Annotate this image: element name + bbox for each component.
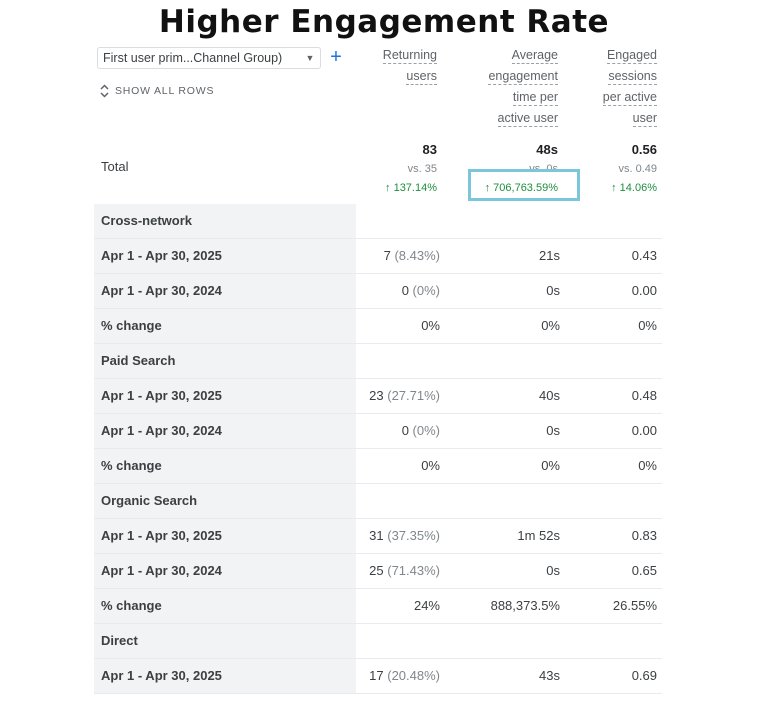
group-row[interactable]: [94, 484, 662, 519]
cell-avg-engagement-time: 0s: [546, 563, 560, 578]
highlight-box: [468, 169, 580, 201]
row-label: Apr 1 - Apr 30, 2024: [101, 563, 222, 578]
cell-engaged-sessions: 0.65: [631, 563, 657, 578]
total-value: 83: [422, 142, 437, 157]
page-title: Higher Engagement Rate: [158, 4, 610, 40]
add-dimension-button[interactable]: +: [330, 46, 342, 68]
cell-value: 23: [369, 388, 384, 403]
row-label: % change: [101, 458, 162, 473]
cell-value: 0: [401, 423, 409, 438]
cell-engaged-sessions: 0%: [638, 318, 657, 333]
cell-returning-users: [369, 528, 440, 543]
table-row[interactable]: [94, 239, 662, 274]
cell-engaged-sessions: 0.69: [631, 668, 657, 683]
total-comparison: vs. 0.49: [618, 163, 657, 175]
cell-avg-engagement-time: 1m 52s: [517, 528, 560, 543]
table-row[interactable]: [94, 519, 662, 554]
cell-value: 0: [401, 283, 409, 298]
column-header-line: per active: [602, 90, 657, 104]
cell-value: 17: [369, 668, 384, 683]
column-header-engaged-sessions[interactable]: [567, 46, 657, 130]
group-label: Paid Search: [101, 353, 176, 368]
cell-engaged-sessions: 0%: [638, 458, 657, 473]
column-header-line: engagement: [488, 69, 558, 83]
row-label: Apr 1 - Apr 30, 2025: [101, 388, 222, 403]
column-header-line: time per: [512, 90, 558, 104]
dimension-select-value: First user prim...Channel Group): [103, 51, 283, 65]
group-label: Cross-network: [101, 213, 193, 228]
total-change: ↑ 137.14%: [385, 182, 437, 194]
row-label: Apr 1 - Apr 30, 2025: [101, 668, 222, 683]
cell-returning-users: [402, 423, 440, 438]
table-row[interactable]: [94, 554, 662, 589]
total-engaged-sessions: [611, 142, 657, 194]
change-row[interactable]: [94, 449, 662, 484]
cell-returning-users: [421, 318, 440, 333]
table-header: [94, 44, 662, 204]
total-value: 0.56: [631, 142, 657, 157]
cell-engaged-sessions: 0.00: [631, 283, 657, 298]
total-label: Total: [101, 159, 129, 174]
cell-avg-engagement-time: 0s: [546, 283, 560, 298]
cell-avg-engagement-time: 0s: [546, 423, 560, 438]
cell-value: 25: [369, 563, 384, 578]
cell-value: 24%: [413, 598, 440, 613]
row-label: Apr 1 - Apr 30, 2024: [101, 423, 222, 438]
cell-value: 31: [369, 528, 384, 543]
cell-percent: (71.43%): [387, 563, 440, 578]
cell-returning-users: [369, 668, 440, 683]
group-row[interactable]: [94, 624, 662, 659]
table-row[interactable]: [94, 379, 662, 414]
column-header-line: active user: [497, 111, 558, 125]
show-all-rows-label: SHOW ALL ROWS: [115, 85, 215, 97]
cell-returning-users: [369, 388, 440, 403]
column-header-line: user: [632, 111, 657, 125]
group-row[interactable]: [94, 204, 662, 239]
table-body: [94, 204, 662, 694]
total-change: ↑ 14.06%: [611, 182, 657, 194]
cell-engaged-sessions: 0.83: [631, 528, 657, 543]
total-comparison: vs. 0s: [529, 163, 558, 175]
cell-engaged-sessions: 0.43: [631, 248, 657, 263]
total-value: 48s: [536, 142, 558, 157]
row-label: Apr 1 - Apr 30, 2024: [101, 283, 222, 298]
cell-value: 7: [383, 248, 391, 263]
column-header-line: Returning: [382, 48, 437, 62]
table-row[interactable]: [94, 274, 662, 309]
row-label: % change: [101, 318, 162, 333]
total-change: ↑ 706,763.59%: [484, 182, 558, 194]
cell-percent: (0%): [412, 423, 440, 438]
column-header-line: Average: [511, 48, 558, 62]
cell-returning-users: [369, 563, 440, 578]
column-header-line: Engaged: [606, 48, 657, 62]
cell-avg-engagement-time: 0%: [541, 458, 560, 473]
cell-avg-engagement-time: 40s: [539, 388, 560, 403]
change-row[interactable]: [94, 589, 662, 624]
cell-percent: (27.71%): [387, 388, 440, 403]
cell-value: 0%: [421, 318, 440, 333]
row-label: % change: [101, 598, 162, 613]
cell-avg-engagement-time: 21s: [539, 248, 560, 263]
cell-returning-users: [384, 248, 440, 263]
change-row[interactable]: [94, 309, 662, 344]
cell-engaged-sessions: 26.55%: [612, 598, 657, 613]
row-label: Apr 1 - Apr 30, 2025: [101, 248, 222, 263]
group-label: Direct: [101, 633, 138, 648]
table-row[interactable]: [94, 414, 662, 449]
expand-collapse-icon: [100, 84, 109, 98]
cell-returning-users: [414, 598, 440, 613]
cell-engaged-sessions: 0.48: [631, 388, 657, 403]
dimension-select[interactable]: [97, 47, 321, 69]
cell-avg-engagement-time: 888,373.5%: [490, 598, 560, 613]
column-header-returning-users[interactable]: [337, 46, 437, 88]
total-returning-users: [385, 142, 437, 194]
total-comparison: vs. 35: [407, 163, 437, 175]
cell-value: 0%: [421, 458, 440, 473]
group-row[interactable]: [94, 344, 662, 379]
cell-percent: (8.43%): [394, 248, 440, 263]
cell-percent: (37.35%): [387, 528, 440, 543]
column-header-line: users: [406, 69, 437, 83]
table-row[interactable]: [94, 659, 662, 694]
cell-avg-engagement-time: 0%: [541, 318, 560, 333]
row-label: Apr 1 - Apr 30, 2025: [101, 528, 222, 543]
cell-percent: (0%): [412, 283, 440, 298]
cell-returning-users: [421, 458, 440, 473]
report-table: [94, 44, 662, 701]
chevron-down-icon: ▼: [305, 53, 315, 63]
column-header-avg-engagement-time[interactable]: [448, 46, 558, 130]
show-all-rows-button[interactable]: [100, 84, 214, 98]
cell-avg-engagement-time: 43s: [539, 668, 560, 683]
group-label: Organic Search: [101, 493, 198, 508]
cell-percent: (20.48%): [387, 668, 440, 683]
column-header-line: sessions: [608, 69, 657, 83]
cell-returning-users: [402, 283, 440, 298]
cell-engaged-sessions: 0.00: [631, 423, 657, 438]
